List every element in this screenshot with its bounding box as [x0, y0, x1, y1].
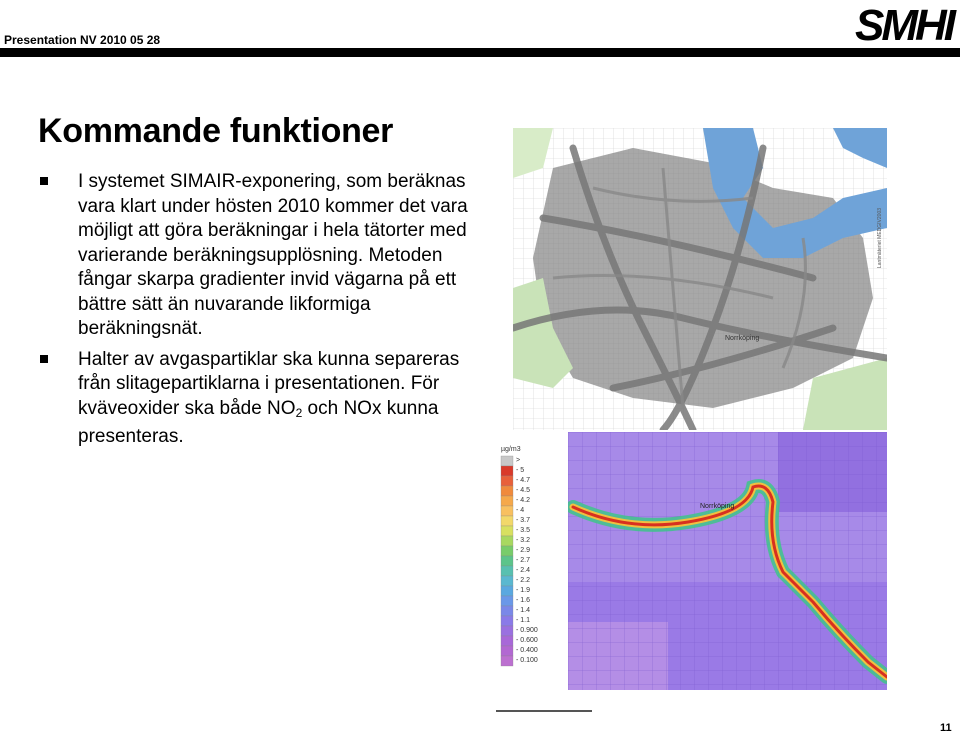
legend-swatch [501, 506, 513, 516]
header-rule [0, 48, 960, 57]
legend-label: - 0.600 [516, 637, 538, 644]
legend-swatch [501, 526, 513, 536]
legend-label: - 3.5 [516, 527, 531, 534]
legend-label: - 5 [516, 467, 525, 474]
legend-label: - 0.900 [516, 627, 538, 634]
legend-label: - 4.2 [516, 497, 531, 504]
legend-swatch [501, 646, 513, 656]
bullet-text: I systemet SIMAIR-exponering, som beräknas vara klart under hösten 2010 kommer det vara möjligt att göra beräkningar i hela tätorter med varierande beräkningsupplösning. Metoden fångar skarpa gradienter invid vägarna på ett bättre sätt än nuvarande likformiga beräkningsnät. [78, 171, 468, 339]
legend-swatch [501, 476, 513, 486]
city-grid-map [513, 128, 887, 430]
legend-label: - 4.7 [516, 477, 531, 484]
legend-unit: µg/m3 [501, 446, 521, 453]
legend-swatch [501, 626, 513, 636]
legend-swatch [501, 466, 513, 476]
map-place-label: Norrköping [700, 503, 735, 510]
legend-label: - 2.2 [516, 577, 531, 584]
bullet-text-pre: Halter av avgaspartiklar ska kunna separeras från slitagepartiklarna i presentationen. För kväveoxider ska både NO [78, 348, 460, 419]
legend-label: - 2.7 [516, 557, 531, 564]
legend-swatch [501, 606, 513, 616]
bullet-item [40, 170, 480, 342]
bullet-item [40, 348, 480, 450]
legend-swatch [501, 636, 513, 646]
legend-swatch [501, 586, 513, 596]
legend-label: - 2.9 [516, 547, 531, 554]
legend-swatch [501, 546, 513, 556]
map-copyright-label: Lantmäteriet MEDGIV2003 [877, 207, 883, 268]
legend-swatch [501, 596, 513, 606]
legend-swatch [501, 576, 513, 586]
concentration-legend [499, 446, 543, 668]
legend-label: - 0.400 [516, 647, 538, 654]
footer-line [496, 710, 592, 712]
bullet-list [40, 170, 480, 456]
legend-swatch [501, 456, 513, 466]
legend-swatch [501, 616, 513, 626]
square-bullet-icon [40, 177, 48, 185]
smhi-logo [850, 2, 958, 46]
legend-label: - 1.1 [516, 617, 531, 624]
legend-swatch [501, 556, 513, 566]
slide-title: Kommande funktioner [38, 112, 394, 150]
legend-label: - 2.4 [516, 567, 531, 574]
square-bullet-icon [40, 355, 48, 363]
legend-swatch [501, 516, 513, 526]
legend-label: - 4.5 [516, 487, 531, 494]
legend-label: - 3.2 [516, 537, 531, 544]
legend-label: - 1.9 [516, 587, 531, 594]
legend-label: - 3.7 [516, 517, 531, 524]
map-place-label: Norrköping [725, 335, 760, 342]
legend-label: > [516, 457, 521, 464]
legend-label: - 1.4 [516, 607, 531, 614]
legend-swatch [501, 656, 513, 666]
legend-label: - 0.100 [516, 657, 538, 664]
legend-swatch [501, 496, 513, 506]
legend-swatch [501, 486, 513, 496]
concentration-map [568, 432, 887, 690]
presentation-header: Presentation NV 2010 05 28 [4, 33, 161, 47]
legend-swatch [501, 536, 513, 546]
legend-label: - 1.6 [516, 597, 531, 604]
svg-text:SMHI: SMHI [855, 2, 953, 46]
subscript-2: 2 [295, 405, 303, 420]
legend-swatch [501, 566, 513, 576]
legend-label: - 4 [516, 507, 525, 514]
bullet-text-post: och NOx kunna presenteras. [78, 397, 439, 447]
page-number: 11 [940, 722, 952, 734]
